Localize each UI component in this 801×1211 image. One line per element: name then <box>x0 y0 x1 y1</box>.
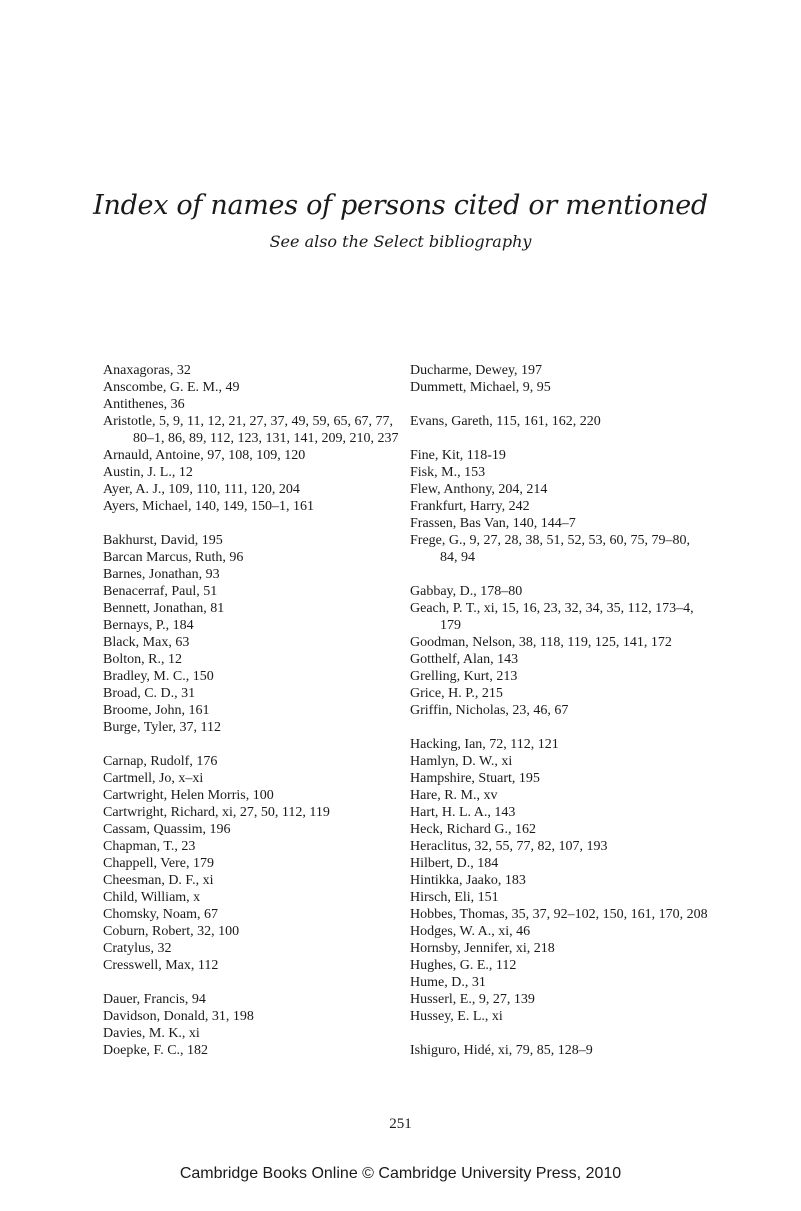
index-entry: Bradley, M. C., 150 <box>103 669 214 684</box>
index-entry: Heraclitus, 32, 55, 77, 82, 107, 193 <box>410 839 608 854</box>
index-entry: Carnap, Rudolf, 176 <box>103 754 218 769</box>
copyright-footer: Cambridge Books Online © Cambridge University Press, 2010 <box>179 1165 622 1182</box>
index-entry: Gabbay, D., 178–80 <box>410 584 523 599</box>
index-entry: Chapman, T., 23 <box>103 839 196 854</box>
index-entry: Hussey, E. L., xi <box>410 1009 503 1024</box>
index-entry: Ayer, A. J., 109, 110, 111, 120, 204 <box>103 482 300 497</box>
index-entry: Flew, Anthony, 204, 214 <box>410 482 548 497</box>
index-entry: Cartmell, Jo, x–xi <box>103 771 204 786</box>
index-entry: Cheesman, D. F., xi <box>103 873 214 888</box>
index-entry: Hampshire, Stuart, 195 <box>410 771 540 786</box>
index-entry: Hodges, W. A., xi, 46 <box>410 924 531 939</box>
index-entry: Frege, G., 9, 27, 28, 38, 51, 52, 53, 60, 75, 79–80, 84, 94 <box>410 533 690 565</box>
index-entry: Fine, Kit, 118-19 <box>410 448 506 463</box>
index-entry: Dummett, Michael, 9, 95 <box>410 380 551 395</box>
index-entry: Bolton, R., 12 <box>103 652 182 667</box>
index-entry: Hare, R. M., xv <box>410 788 498 803</box>
index-entry: Davidson, Donald, 31, 198 <box>103 1009 254 1024</box>
index-entry: Evans, Gareth, 115, 161, 162, 220 <box>410 414 601 429</box>
index-entry: Hughes, G. E., 112 <box>410 958 517 973</box>
index-entry: Barnes, Jonathan, 93 <box>103 567 220 582</box>
index-entry: Hornsby, Jennifer, xi, 218 <box>410 941 555 956</box>
index-entry: Broad, C. D., 31 <box>103 686 196 701</box>
index-entry: Anaxagoras, 32 <box>103 363 191 378</box>
index-entry: Cresswell, Max, 112 <box>103 958 219 973</box>
index-entry: Hobbes, Thomas, 35, 37, 92–102, 150, 161, 170, 208 <box>410 907 708 922</box>
index-entry: Austin, J. L., 12 <box>103 465 193 480</box>
index-entry: Chomsky, Noam, 67 <box>103 907 218 922</box>
index-entry: Barcan Marcus, Ruth, 96 <box>103 550 244 565</box>
index-entry: Geach, P. T., xi, 15, 16, 23, 32, 34, 35, 112, 173–4, 179 <box>410 601 694 633</box>
index-entry: Cartwright, Helen Morris, 100 <box>103 788 274 803</box>
index-entry: Ducharme, Dewey, 197 <box>410 363 543 378</box>
index-entry: Coburn, Robert, 32, 100 <box>103 924 240 939</box>
index-entry: Frassen, Bas Van, 140, 144–7 <box>410 516 576 531</box>
index-entry: Arnauld, Antoine, 97, 108, 109, 120 <box>103 448 306 463</box>
index-entry: Child, William, x <box>103 890 201 905</box>
index-entry: Fisk, M., 153 <box>410 465 486 480</box>
index-entry: Hume, D., 31 <box>410 975 486 990</box>
index-entry: Davies, M. K., xi <box>103 1026 200 1041</box>
index-entry: Heck, Richard G., 162 <box>410 822 536 837</box>
index-entry: Husserl, E., 9, 27, 139 <box>410 992 535 1007</box>
index-entry: Antithenes, 36 <box>103 397 185 412</box>
index-entry: Doepke, F. C., 182 <box>103 1043 209 1058</box>
index-entry: Ishiguro, Hidé, xi, 79, 85, 128–9 <box>410 1043 593 1058</box>
index-entry: Cratylus, 32 <box>103 941 172 956</box>
page-title: Index of names of persons cited or mentioned <box>93 190 708 221</box>
index-entry: Broome, John, 161 <box>103 703 210 718</box>
index-column-right <box>410 362 710 1059</box>
index-entry: Hacking, Ian, 72, 112, 121 <box>410 737 559 752</box>
index-entry: Hart, H. L. A., 143 <box>410 805 516 820</box>
index-entry: Benacerraf, Paul, 51 <box>103 584 218 599</box>
index-entry: Chappell, Vere, 179 <box>103 856 214 871</box>
index-entry: Bennett, Jonathan, 81 <box>103 601 225 616</box>
index-entry: Black, Max, 63 <box>103 635 190 650</box>
index-entry: Dauer, Francis, 94 <box>103 992 206 1007</box>
index-entry: Frankfurt, Harry, 242 <box>410 499 530 514</box>
index-entry: Burge, Tyler, 37, 112 <box>103 720 221 735</box>
index-entry: Bernays, P., 184 <box>103 618 194 633</box>
index-entry: Hintikka, Jaako, 183 <box>410 873 526 888</box>
index-entry: Hilbert, D., 184 <box>410 856 499 871</box>
index-entry: Bakhurst, David, 195 <box>103 533 223 548</box>
index-entry: Cartwright, Richard, xi, 27, 50, 112, 119 <box>103 805 330 820</box>
index-entry: Grice, H. P., 215 <box>410 686 503 701</box>
index-entry: Gotthelf, Alan, 143 <box>410 652 519 667</box>
page-subtitle: See also the Select bibliography <box>269 232 532 251</box>
page-number: 251 <box>389 1116 412 1132</box>
index-entry: Griffin, Nicholas, 23, 46, 67 <box>410 703 569 718</box>
index-entry: Hamlyn, D. W., xi <box>410 754 513 769</box>
index-entry: Hirsch, Eli, 151 <box>410 890 499 905</box>
index-entry: Grelling, Kurt, 213 <box>410 669 518 684</box>
index-entry: Goodman, Nelson, 38, 118, 119, 125, 141, 172 <box>410 635 672 650</box>
index-column-left <box>103 362 403 1059</box>
index-entry: Anscombe, G. E. M., 49 <box>103 380 240 395</box>
index-entry: Cassam, Quassim, 196 <box>103 822 231 837</box>
index-entry: Aristotle, 5, 9, 11, 12, 21, 27, 37, 49, 59, 65, 67, 77, 80–1, 86, 89, 112, 123, 131, 141, 209, 210, 237 <box>103 414 399 446</box>
index-entry: Ayers, Michael, 140, 149, 150–1, 161 <box>103 499 315 514</box>
